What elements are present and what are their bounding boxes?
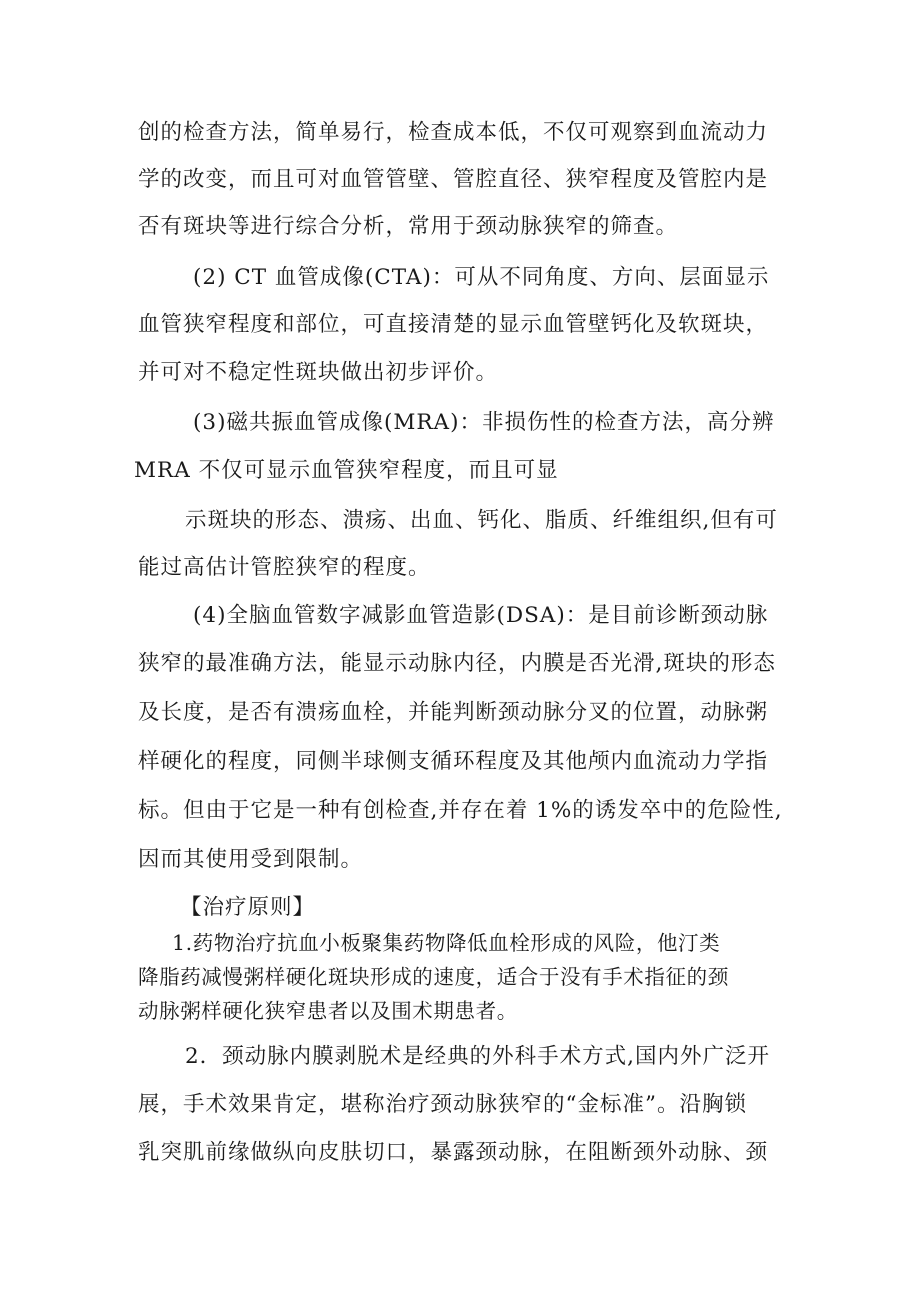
text-line: 创的检查方法，简单易行，检查成本低，不仅可观察到血流动力: [138, 120, 769, 145]
text-line: 因而其使用受到限制。: [138, 847, 364, 872]
text-line: (4)全脑血管数字减影血管造影(DSA)：是目前诊断颈动脉: [193, 603, 769, 628]
text-line: 动脉粥样硬化狭窄患者以及围术期患者。: [138, 999, 518, 1023]
text-line: 1.药物治疗抗血小板聚集药物降低血栓形成的风险，他汀类: [172, 931, 721, 955]
text-line: (3)磁共振血管成像(MRA)：非损伤性的检查方法，高分辨: [193, 410, 775, 435]
text-line: (2) CT 血管成像(CTA)：可从不同角度、方向、层面显示: [193, 265, 770, 290]
text-line: 能过高估计管腔狭窄的程度。: [138, 555, 431, 580]
text-line: 降脂药减慢粥样硬化斑块形成的速度，适合于没有手术指征的颈: [138, 965, 729, 989]
text-line: 狭窄的最准确方法，能显示动脉内径，内膜是否光滑,斑块的形态: [138, 651, 776, 676]
text-line: 样硬化的程度，同侧半球侧支循环程度及其他颅内血流动力学指: [138, 749, 769, 774]
text-line: 并可对不稳定性斑块做出初步评价。: [138, 360, 499, 385]
text-line: 血管狭窄程度和部位，可直接清楚的显示血管壁钙化及软斑块，: [138, 312, 769, 337]
text-line: 2．颈动脉内膜剥脱术是经典的外科手术方式,国内外广泛开: [185, 1044, 771, 1069]
text-line: 乳突肌前缘做纵向皮肤切口，暴露颈动脉，在阻断颈外动脉、颈: [138, 1140, 769, 1165]
text-line: 否有斑块等进行综合分析，常用于颈动脉狭窄的筛查。: [138, 214, 679, 239]
text-line: 示斑块的形态、溃疡、出血、钙化、脂质、纤维组织,但有可: [185, 508, 778, 533]
text-line: 及长度，是否有溃疡血栓，并能判断颈动脉分叉的位置，动脉粥: [138, 700, 769, 725]
text-line: 展，手术效果肯定，堪称治疗颈动脉狭窄的“金标准”。沿胸锁: [138, 1092, 747, 1117]
text-line: 标。但由于它是一种有创检查,并存在着 1%的诱发卒中的危险性,: [138, 798, 783, 823]
text-line: 学的改变，而且可对血管管壁、管腔直径、狭窄程度及管腔内是: [138, 167, 769, 192]
text-line: MRA 不仅可显示血管狭窄程度，而且可显: [134, 458, 559, 483]
section-heading: 【治疗原则】: [180, 895, 316, 920]
